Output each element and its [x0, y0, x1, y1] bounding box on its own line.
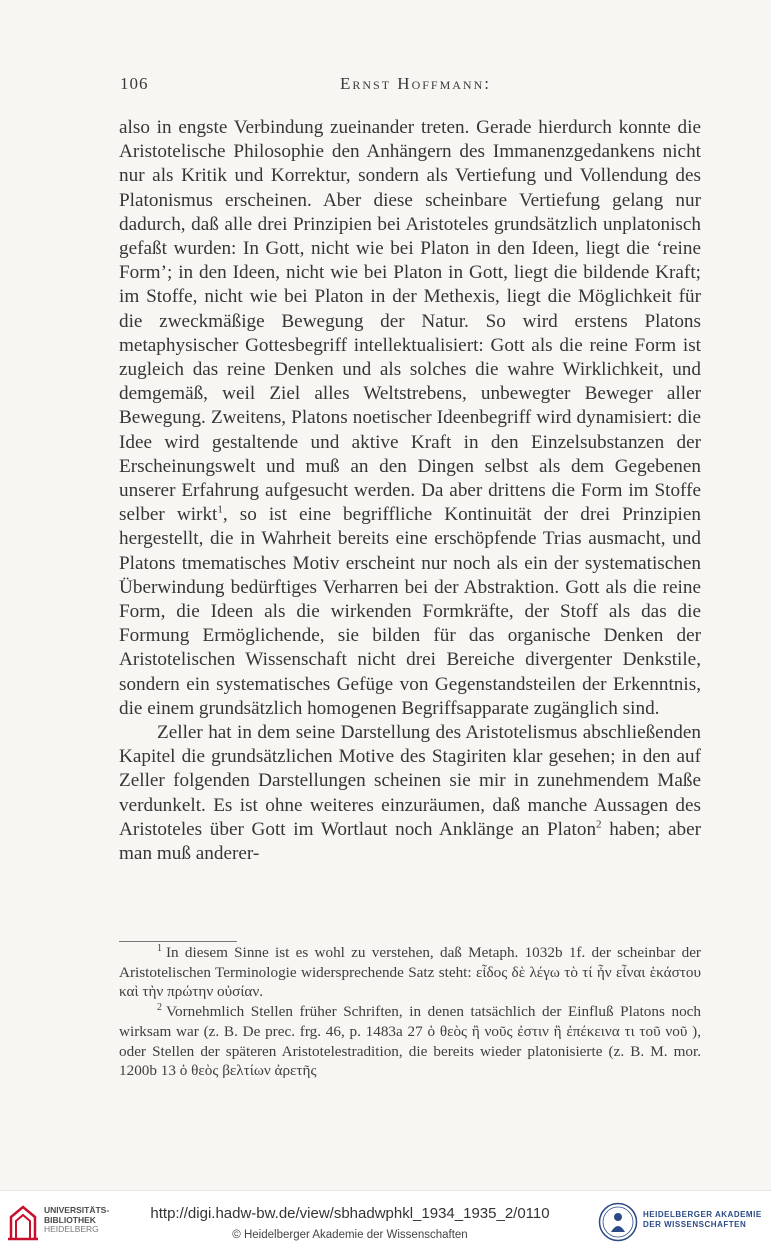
copyright-notice: © Heidelberger Akademie der Wissenschaften: [232, 1229, 468, 1241]
hadw-line-1: HEIDELBERGER AKADEMIE: [643, 1210, 762, 1219]
footnote-1-number: 1: [157, 942, 162, 954]
university-library-logo-icon[interactable]: [6, 1203, 40, 1243]
university-library-name[interactable]: [44, 1206, 109, 1235]
permalink-url[interactable]: http://digi.hadw-bw.de/view/sbhadwphkl_1934_1935_2/0110: [150, 1205, 550, 1222]
footnote-ref-1: 1: [217, 503, 223, 516]
main-text: [119, 116, 701, 866]
paragraph-2-text-b: haben; aber man muß anderer-: [119, 818, 701, 865]
ub-line-2: BIBLIOTHEK: [44, 1214, 96, 1225]
footnote-2-text: Vornehmlich Stellen früher Schriften, in denen tatsächlich der Einfluß Platons noch wirksam war (z. B. De prec. frg. 46, p. 1483a 27 ὁ θεὸς ἢ νοῦς ἐστιν ἢ ἐπέκεινα τι τοῦ νοῦ ), oder Stellen der späteren Aristotelestradition, die bereits wieder platonisierte (z. B. M. mor. 1200b 13 ὁ θεὸς βελτίων ἀρετῆς: [119, 1003, 701, 1080]
hadw-line-2: DER WISSENSCHAFTEN: [643, 1220, 747, 1229]
running-head: [120, 74, 700, 98]
paragraph-1-text-a: also in engste Verbindung zueinander treten. Gerade hierdurch konnte die Aristotelische Philosophie den Anhängern des Immanenzgedankens nicht nur als Kritik und Korrektur, sondern als Vertiefung und Vollendung des Platonismus erscheinen. Aber diese scheinbare Vertiefung gelang nur dadurch, daß alle drei Prinzipien bei Aristoteles grundsätzlich unplatonisch gefaßt wurden: In Gott, nicht wie bei Platon in den Ideen, liegt die ‘reine Form’; in den Ideen, nicht wie bei Platon in Gott, liegt die bildende Kraft; im Stoffe, nicht wie bei Platon in der Methexis, liegt die Möglichkeit für die zweckmäßige Bewegung der Natur. So wird erstens Platons metaphysischer Gottesbegriff intellektualisiert: Gott als die reine Form ist zugleich das reine Denken und als solches die wahre Wirklichkeit, und demgemäß, weil Ziel alles Weltstrebens, unbewegter Beweger aller Bewegung. Zweitens, Platons noetischer Ideenbegriff wird dynamisiert: die Idee wird gestaltende und aktive Kraft in den Einzelsubstanzen der Erscheinungswelt und muß an den Dingen selbst als dem Gegebenen unserer Erfahrung aufgesucht werden. Da aber drittens die Form im Stoffe selber wirkt: [119, 117, 701, 526]
academy-seal-icon[interactable]: [598, 1202, 638, 1242]
paragraph-1-text-b: , so ist eine begriffliche Kontinuität der drei Prinzipien hergestellt, die in Wahrheit bereits eine erschöpfende Trias ausmacht, und Platons tmematisches Motiv erscheint nur noch als ein der systematischen Überwindung bedürftiges Verharren bei der Abstraktion. Gott als die reine Form, die Ideen als die wirkenden Formkräfte, der Stoff als das die Formung Ermöglichende, sie bilden für das organische Denken der Aristotelischen Wissenschaft nicht drei Bereiche divergenter Denkstile, sondern ein systematisches Gefüge von Gegenstandsteilen der Erkenntnis, die einem grundsätzlich homogenen Begriffsapparate zugänglich sind.: [119, 504, 701, 719]
footnote-1: [119, 943, 701, 1002]
academy-name[interactable]: [643, 1210, 762, 1230]
paragraph-2: [119, 721, 701, 866]
footnote-divider: [119, 941, 237, 942]
footnote-ref-2: 2: [596, 818, 602, 831]
ub-line-1: UNIVERSITÄTS-: [44, 1205, 110, 1215]
footnote-1-text: In diesem Sinne ist es wohl zu verstehen, daß Metaph. 1032b 1f. der scheinbar der Aristotelischen Terminologie widersprechende Satz steht: εἶδος δὲ λέγω τὸ τί ἦν εἶναι ἑκάστου καὶ τὴν πρώτην οὐσίαν.: [119, 944, 701, 1001]
footnote-2-number: 2: [157, 1002, 162, 1014]
footer-bar: [0, 1190, 771, 1250]
page-number: 106: [120, 74, 149, 93]
footnotes: [119, 943, 701, 1081]
paragraph-1: [119, 116, 701, 721]
paragraph-2-text-a: Zeller hat in dem seine Darstellung des Aristotelismus abschließenden Kapitel die grundsätzlichen Motive des Stagiriten klar gesehen; in den auf Zeller folgenden Darstellungen scheinen sie mir in zunehmendem Maße verdunkelt. Es ist ohne weiteres einzuräumen, daß manche Aussagen des Aristoteles über Gott im Wortlaut noch Anklänge an Platon: [119, 722, 701, 840]
footnote-2: [119, 1002, 701, 1081]
running-title: Ernst Hoffmann:: [340, 74, 491, 93]
ub-line-3: HEIDELBERG: [44, 1224, 99, 1234]
